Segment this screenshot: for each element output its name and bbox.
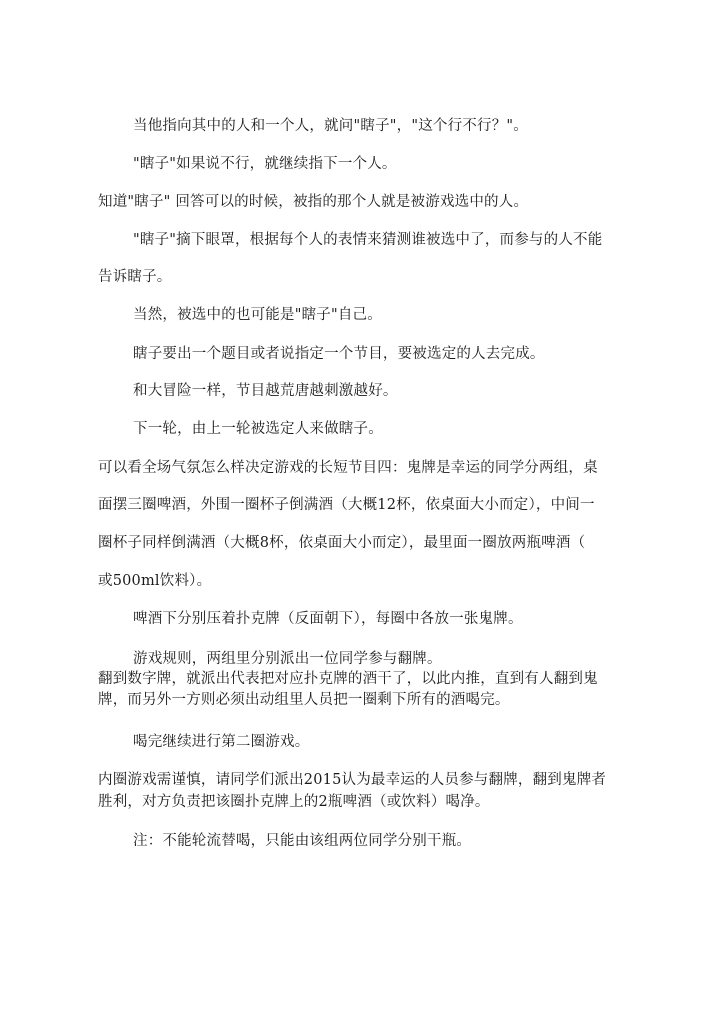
paragraph-6: 瞎子要出一个题目或者说指定一个节目，要被选定的人去完成。 (133, 346, 545, 362)
paragraph-15: 注：不能轮流替喝，只能由该组两位同学分别干瓶。 (133, 833, 472, 849)
paragraph-9-line-4: 或500ml饮料）。 (98, 573, 212, 589)
paragraph-11: 游戏规则，两组里分别派出一位同学参与翻牌。 (133, 651, 442, 667)
paragraph-1: 当他指向其中的人和一个人，就问"瞎子"，"这个行不行？"。 (133, 118, 528, 134)
paragraph-2: "瞎子"如果说不行，就继续指下一个人。 (133, 156, 397, 172)
paragraph-14: 内圈游戏需谨慎，请同学们派出2015认为最幸运的人员参与翻牌，翻到鬼牌者胜利，对方负责把该圈扑克牌上的2瓶啤酒（或饮料）喝净。 (98, 772, 607, 810)
paragraph-5: 当然，被选中的也可能是"瞎子"自己。 (133, 307, 382, 323)
paragraph-9-line-1: 可以看全场气氛怎么样决定游戏的长短节目四：鬼牌是幸运的同学分两组，桌 (98, 460, 598, 476)
paragraph-8: 下一轮，由上一轮被选定人来做瞎子。 (133, 421, 383, 437)
paragraph-3: 知道"瞎子" 回答可以的时候，被指的那个人就是被游戏选中的人。 (98, 194, 529, 210)
paragraph-13: 喝完继续进行第二圈游戏。 (133, 734, 310, 750)
paragraph-9-line-2: 面摆三圈啤酒，外围一圈杯子倒满酒（大概12杯，依桌面大小而定），中间一 (98, 497, 595, 513)
paragraph-9-line-3: 圈杯子同样倒满酒（大概8杯，依桌面大小而定），最里面一圈放两瓶啤酒（ (98, 535, 586, 551)
paragraph-4-line-1: "瞎子"摘下眼罩，根据每个人的表情来猜测谁被选中了，而参与的人不能 (133, 232, 603, 248)
paragraph-10: 啤酒下分别压着扑克牌（反面朝下），每圈中各放一张鬼牌。 (133, 611, 523, 627)
paragraph-4-line-2: 告诉瞎子。 (98, 269, 172, 285)
paragraph-7: 和大冒险一样，节目越荒唐越刺激越好。 (133, 383, 398, 399)
paragraph-12: 翻到数字牌，就派出代表把对应扑克牌的酒干了，以此内推，直到有人翻到鬼牌，而另外一方则必须出动组里人员把一圈剩下所有的酒喝完。 (98, 671, 598, 708)
